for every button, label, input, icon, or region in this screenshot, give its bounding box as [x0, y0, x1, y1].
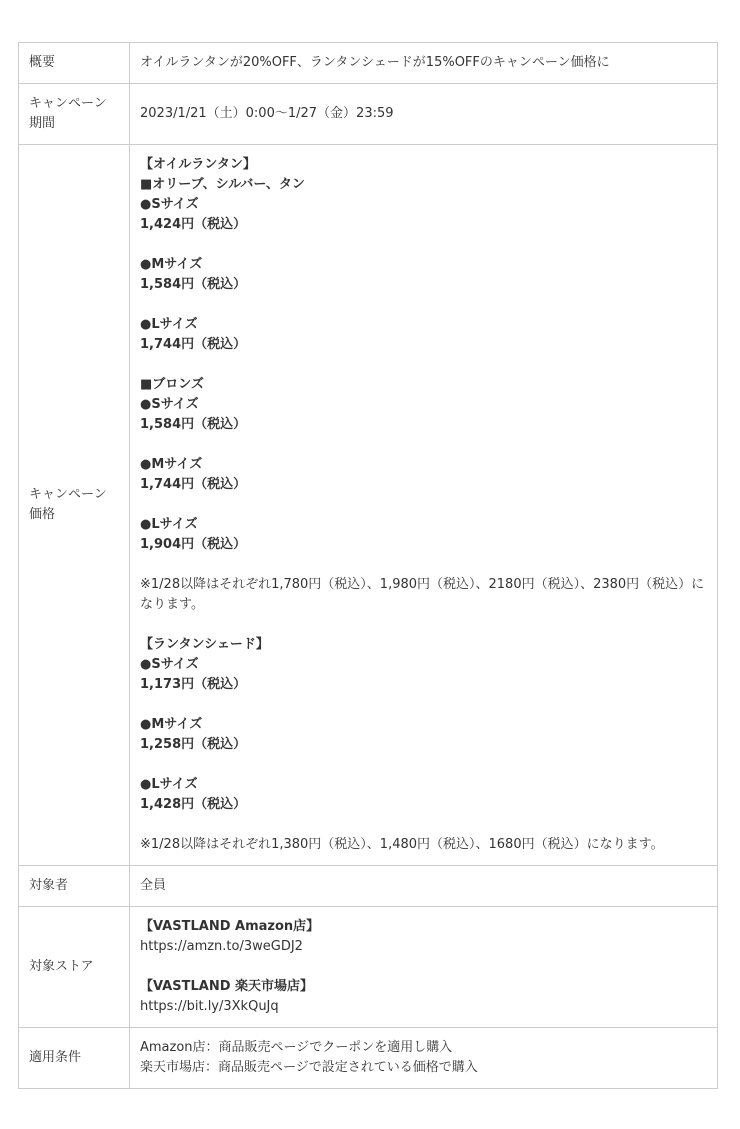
amazon-store-heading: 【VASTLAND Amazon店】: [140, 919, 320, 934]
period-value: 2023/1/21（土）0:00〜1/27（金）23:59: [130, 84, 718, 145]
lantern-note: ※1/28以降はそれぞれ1,780円（税込）、1,980円（税込）、2180円（税込）、2380円（税込）になります。: [140, 577, 705, 612]
table-row-stores: [19, 907, 718, 1028]
lantern-g1-l-price: 1,744円（税込）: [140, 337, 247, 352]
condition-amazon: Amazon店：商品販売ページでクーポンを適用し購入: [140, 1040, 453, 1055]
lantern-heading: 【オイルランタン】: [140, 157, 256, 172]
condition-rakuten: 楽天市場店：商品販売ページで設定されている価格で購入: [140, 1060, 478, 1075]
table-row-target: [19, 866, 718, 907]
shade-s-size: ●Sサイズ: [140, 657, 199, 672]
campaign-info-table: [18, 42, 718, 1089]
overview-value: オイルランタンが20%OFF、ランタンシェードが15%OFFのキャンペーン価格に: [130, 43, 718, 84]
shade-m-size: ●Mサイズ: [140, 717, 203, 732]
rakuten-store-heading: 【VASTLAND 楽天市場店】: [140, 979, 314, 994]
lantern-g2-s-price: 1,584円（税込）: [140, 417, 247, 432]
lantern-g2-s-size: ●Sサイズ: [140, 397, 199, 412]
lantern-g2-l-price: 1,904円（税込）: [140, 537, 247, 552]
shade-s-price: 1,173円（税込）: [140, 677, 247, 692]
lantern-g1-s-size: ●Sサイズ: [140, 197, 199, 212]
lantern-g1-m-price: 1,584円（税込）: [140, 277, 247, 292]
price-label: キャンペーン価格: [19, 145, 130, 866]
lantern-group1-heading: ■オリーブ、シルバー、タン: [140, 177, 305, 192]
price-value: [130, 145, 718, 866]
period-label: キャンペーン期間: [19, 84, 130, 145]
table-row-price: [19, 145, 718, 866]
lantern-g1-l-size: ●Lサイズ: [140, 317, 198, 332]
shade-m-price: 1,258円（税込）: [140, 737, 247, 752]
rakuten-store-link[interactable]: https://bit.ly/3XkQuJq: [140, 999, 279, 1014]
conditions-label: 適用条件: [19, 1028, 130, 1089]
stores-value: [130, 907, 718, 1028]
shade-note: ※1/28以降はそれぞれ1,380円（税込）、1,480円（税込）、1680円（税込）になります。: [140, 837, 664, 852]
overview-label: 概要: [19, 43, 130, 84]
lantern-group2-heading: ■ブロンズ: [140, 377, 204, 392]
table-row-conditions: [19, 1028, 718, 1089]
target-value: 全員: [130, 866, 718, 907]
stores-label: 対象ストア: [19, 907, 130, 1028]
lantern-g2-l-size: ●Lサイズ: [140, 517, 198, 532]
table-row-period: [19, 84, 718, 145]
lantern-g1-m-size: ●Mサイズ: [140, 257, 203, 272]
table-row-overview: [19, 43, 718, 84]
target-label: 対象者: [19, 866, 130, 907]
lantern-g2-m-size: ●Mサイズ: [140, 457, 203, 472]
shade-l-price: 1,428円（税込）: [140, 797, 247, 812]
lantern-g1-s-price: 1,424円（税込）: [140, 217, 247, 232]
lantern-g2-m-price: 1,744円（税込）: [140, 477, 247, 492]
conditions-value: [130, 1028, 718, 1089]
shade-l-size: ●Lサイズ: [140, 777, 198, 792]
amazon-store-link[interactable]: https://amzn.to/3weGDJ2: [140, 939, 303, 954]
shade-heading: 【ランタンシェード】: [140, 637, 269, 652]
